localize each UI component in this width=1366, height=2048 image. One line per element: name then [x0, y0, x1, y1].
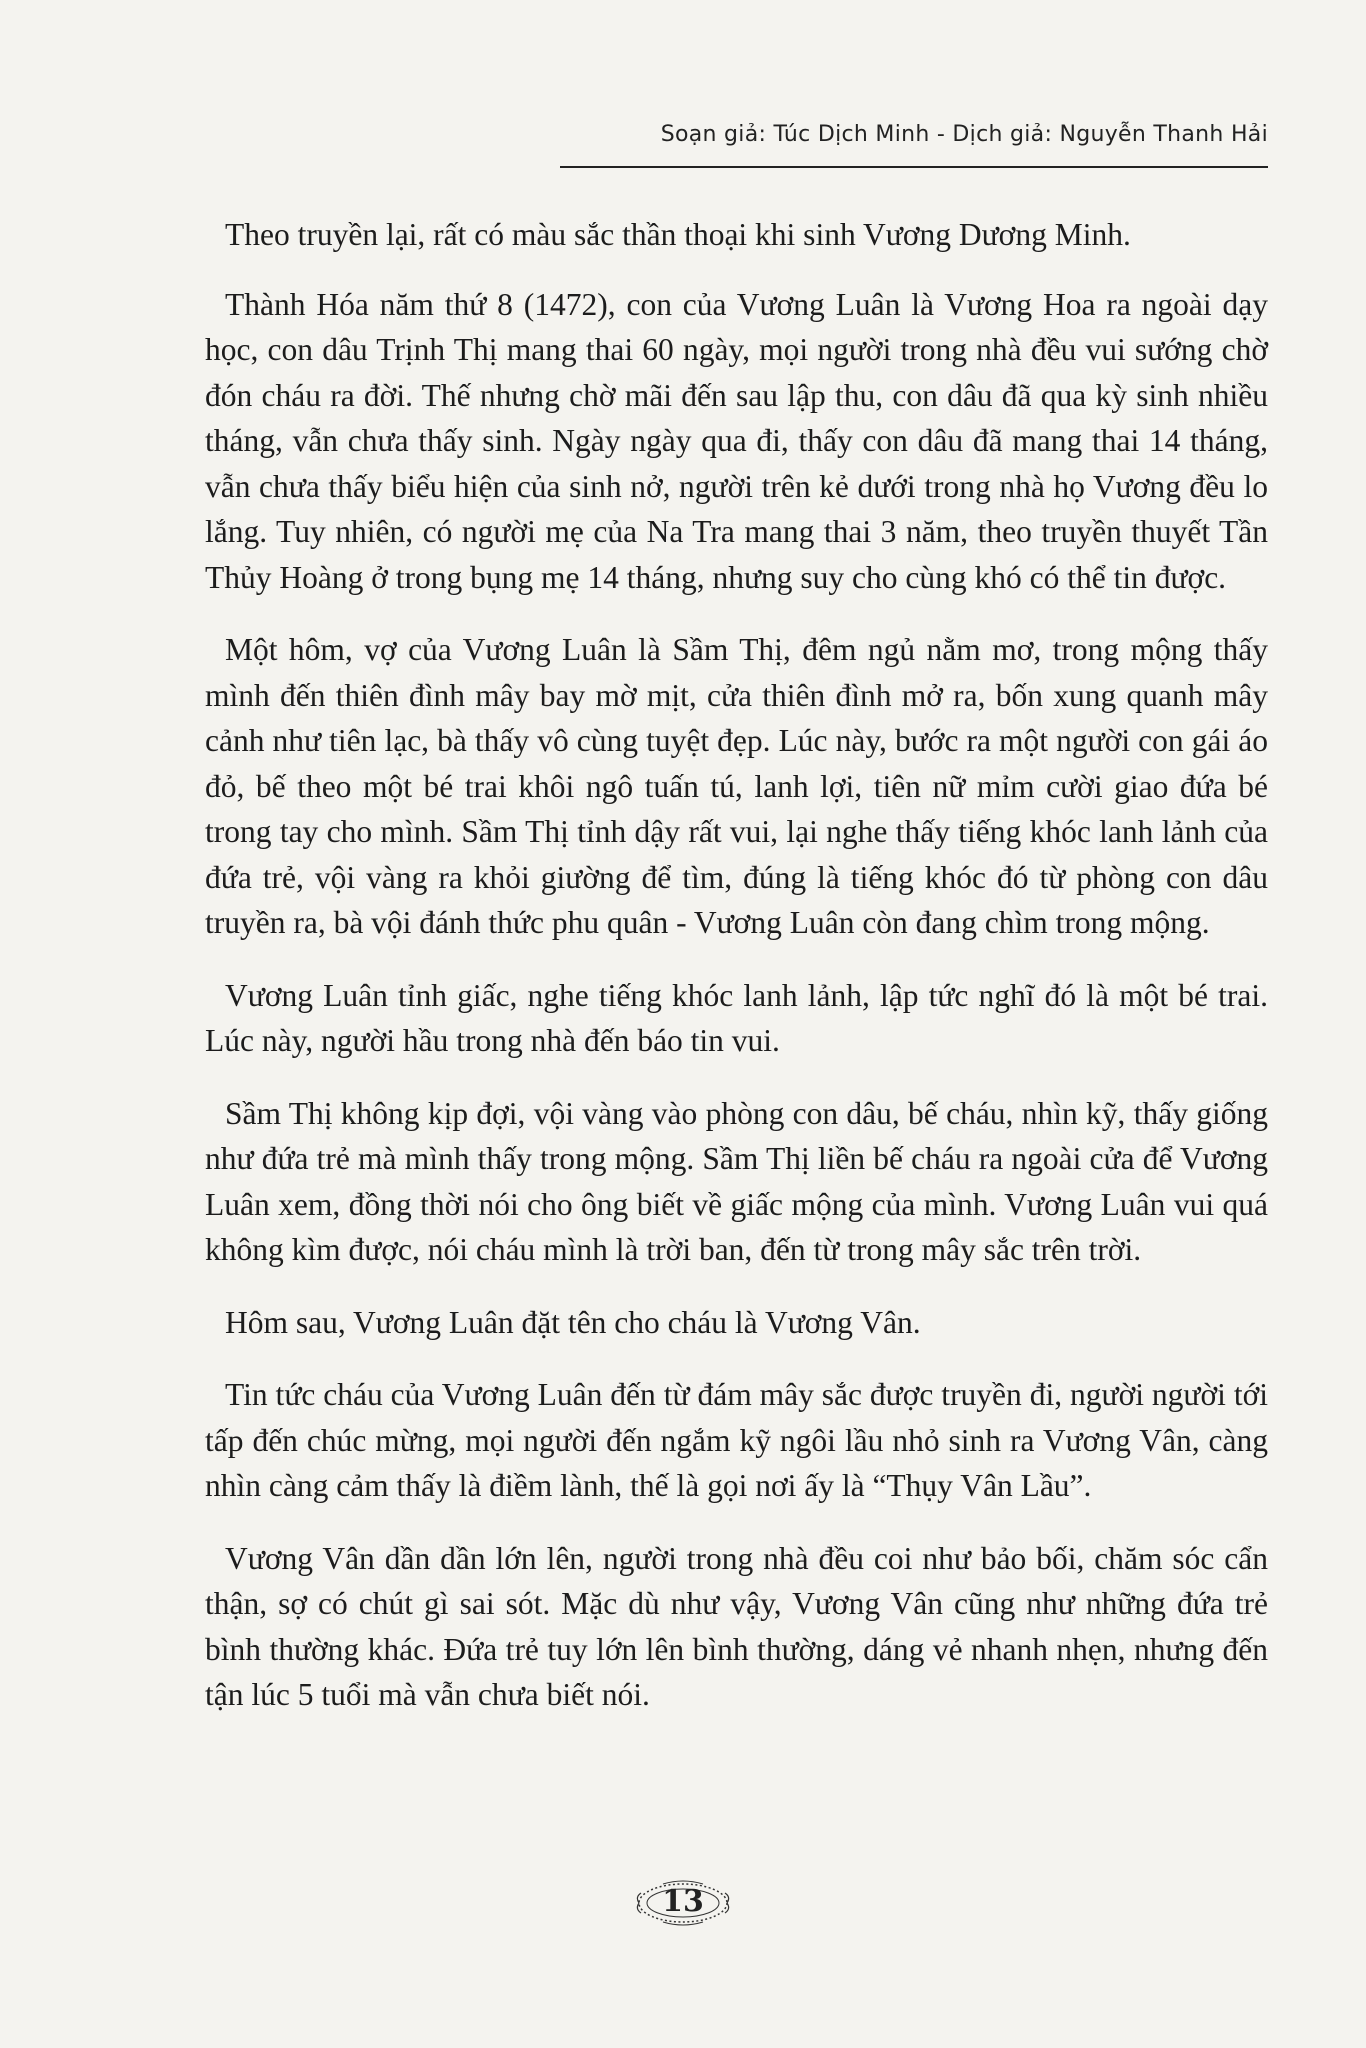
page-number-ornament — [633, 1878, 733, 1928]
paragraph: Một hôm, vợ của Vương Luân là Sầm Thị, đêm ngủ nằm mơ, trong mộng thấy mình đến thiên đình mây bay mờ mịt, cửa thiên đình mở ra, bốn xung quanh mây cảnh như tiên lạc, bà thấy vô cùng tuyệt đẹp. Lúc này, bước ra một người con gái áo đỏ, bế theo một bé trai khôi ngô tuấn tú, lanh lợi, tiên nữ mỉm cười giao đứa bé trong tay cho mình. Sầm Thị tỉnh dậy rất vui, lại nghe thấy tiếng khóc lanh lảnh của đứa trẻ, vội vàng ra khỏi giường để tìm, đúng là tiếng khóc đó từ phòng con dâu truyền ra, bà vội đánh thức phu quân - Vương Luân còn đang chìm trong mộng. — [205, 632, 1268, 940]
running-header: Soạn giả: Túc Dịch Minh - Dịch giả: Nguyễn Thanh Hải — [660, 122, 1268, 147]
body-text — [205, 212, 1268, 1745]
paragraph: Thành Hóa năm thứ 8 (1472), con của Vương Luân là Vương Hoa ra ngoài dạy học, con dâu Trịnh Thị mang thai 60 ngày, mọi người trong nhà đều vui sướng chờ đón cháu ra đời. Thế nhưng chờ mãi đến sau lập thu, con dâu đã qua kỳ sinh nhiều tháng, vẫn chưa thấy sinh. Ngày ngày qua đi, thấy con dâu đã mang thai 14 tháng, vẫn chưa thấy biểu hiện của sinh nở, người trên kẻ dưới trong nhà họ Vương đều lo lắng. Tuy nhiên, có người mẹ của Na Tra mang thai 3 năm, theo truyền thuyết Tần Thủy Hoàng ở trong bụng mẹ 14 tháng, nhưng suy cho cùng khó có thể tin được. — [205, 286, 1268, 595]
paragraph: Hôm sau, Vương Luân đặt tên cho cháu là Vương Vân. — [225, 1304, 921, 1340]
header-rule — [560, 166, 1268, 168]
paragraph: Theo truyền lại, rất có màu sắc thần thoại khi sinh Vương Dương Minh. — [225, 217, 1131, 252]
paragraph: Sầm Thị không kịp đợi, vội vàng vào phòng con dâu, bế cháu, nhìn kỹ, thấy giống như đứa trẻ mà mình thấy trong mộng. Sầm Thị liền bế cháu ra ngoài cửa để Vương Luân xem, đồng thời nói cho ông biết về giấc mộng của mình. Vương Luân vui quá không kìm được, nói cháu mình là trời ban, đến từ trong mây sắc trên trời. — [205, 1095, 1268, 1267]
paragraph: Tin tức cháu của Vương Luân đến từ đám mây sắc được truyền đi, người người tới tấp đến chúc mừng, mọi người đến ngắm kỹ ngôi lầu nhỏ sinh ra Vương Vân, càng nhìn càng cảm thấy là điềm lành, thế là gọi nơi ấy là “Thụy Vân Lầu”. — [205, 1377, 1268, 1503]
paragraph: Vương Vân dần dần lớn lên, người trong nhà đều coi như bảo bối, chăm sóc cẩn thận, sợ có chút gì sai sót. Mặc dù như vậy, Vương Vân cũng như những đứa trẻ bình thường khác. Đứa trẻ tuy lớn lên bình thường, dáng vẻ nhanh nhẹn, nhưng đến tận lúc 5 tuổi mà vẫn chưa biết nói. — [205, 1540, 1268, 1712]
page-number: 13 — [662, 1884, 704, 1919]
paragraph: Vương Luân tỉnh giấc, nghe tiếng khóc lanh lảnh, lập tức nghĩ đó là một bé trai. Lúc này, người hầu trong nhà đến báo tin vui. — [205, 977, 1268, 1058]
